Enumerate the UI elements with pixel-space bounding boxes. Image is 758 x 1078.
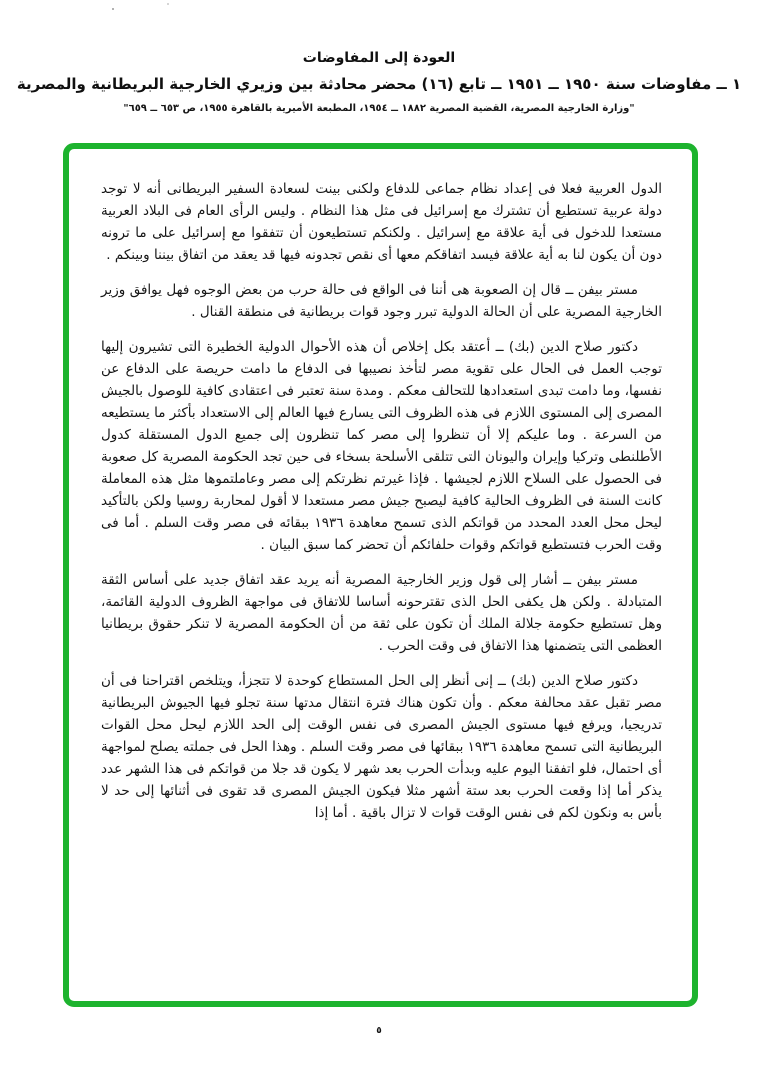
scan-artifact [167, 3, 169, 5]
page-number: ٥ [376, 1026, 382, 1036]
document-heading: ١ ــ مفاوضات سنة ١٩٥٠ ــ ١٩٥١ ــ تابع (١٦) محضر محادثة بين وزيري الخارجية البريطانية والمصرية [16, 75, 742, 93]
green-highlight-box [63, 143, 698, 1007]
paragraph-continuation: الدول العربية فعلا فى إعداد نظام جماعى للدفاع ولكنى بينت لسعادة السفير البريطانى أنه لا توجد دولة عربية تستطيع أن تشترك مع إسرائيل فى مثل هذا النظام . وليس الرأى العام فى البلاد العربية مستعدا للدخول فى أية علاقة مع إسرائيل . ولكنكم تستطيعون أن تتفقوا مع إسرائيل على ما ترونه دون أن يكون لنا به أية علاقة فيسد اتفاقكم معها أى نقص تجدونه فيها قد يعقد من اتفاق بيننا وبينكم . [101, 181, 662, 263]
scan-artifact [112, 8, 114, 10]
paragraph-bevin-2: مستر بيفن ــ أشار إلى قول وزير الخارجية المصرية أنه يريد عقد اتفاق جديد على أساس الثقة المتبادلة . ولكن هل يكفى الحل الذى تقترحونه أساسا للاتفاق فى مواجهة الظروف الدولية القائمة، وهل تستطيع حكومة جلالة الملك أن تكون على ثقة من أن الحكومة المصرية لا تنكر حقوق بريطانيا العظمى التى يتضمنها هذا الاتفاق فى وقت الحرب . [101, 572, 662, 654]
paragraph-bevin-1: مستر بيفن ــ قال إن الصعوبة هى أننا فى الواقع فى حالة حرب من بعض الوجوه فهل يوافق وزير الخارجية المصرية على أن الحالة الدولية تبرر وجود قوات بريطانية فى منطقة القنال . [101, 282, 662, 320]
paragraph-salaheldin-1: دكتور صلاح الدين (بك) ــ أعتقد بكل إخلاص أن هذه الأحوال الدولية الخطيرة التى تشيرون إليها توجب العمل فى الحال على تقوية مصر لتأخذ نصيبها فى الدفاع ما دامت حريصة على الدفاع عن نفسها، وما دامت تبدى استعدادها للتحالف معكم . ومدة سنة تعتبر فى اعتقادى كافية للوصول بالجيش المصرى إلى المستوى اللازم فى هذه الظروف التى يسارع فيها العالم إلى الاستعداد بأكثر ما يستطيعه من السرعة . وما عليكم إلا أن تنظروا إلى مصر كما تنظرون إلى جميع الدول المستقلة كدول الأطلنطى وتركيا وإيران واليونان التى تتلقى الأسلحة بسخاء فى حين تجد الحكومة المصرية كل صعوبة فى الحصول على السلاح اللازم لجيشها . فإذا غيرتم نظرتكم إلى مصر وعاملتموها مثل هذه المعاملة كانت السنة فى الظروف الحالية كافية ليصبح جيش مصر مستعدا لا أقول لمحاربة روسيا ولكن بالتأكيد ليحل محل العدد المحدد من قواتكم الذى تسمح معاهدة ١٩٣٦ ببقائه فى مصر وقت السلم . أما فى وقت الحرب فتستطيع قواتكم وقوات حلفائكم أن تحضر كما سبق البيان . [101, 339, 663, 553]
page-title: العودة إلى المفاوضات [302, 50, 456, 66]
document-body [69, 149, 692, 824]
paragraph-salaheldin-2: دكتور صلاح الدين (بك) ــ إنى أنظر إلى الحل المستطاع كوحدة لا تتجزأ، ويتلخص اقتراحنا فى أن مصر تقبل عقد محالفة معكم . وأن تكون هناك فترة انتقال مدتها سنة تجلو فيها الجيوش البريطانية تدريجيا، ويرفع فيها مستوى الجيش المصرى فى نفس الوقت إلى الحد اللازم ليحل محل القوات البريطانية التى تسمح معاهدة ١٩٣٦ ببقائها فى مصر وقت السلم . وهذا الحل فى جملته يصلح لمواجهة أى احتمال، فلو اتفقنا اليوم عليه وبدأت الحرب بعد شهر لا يكون قد جلا من قواتكم فى هذا الشهر عدد يذكر أما إذا وقعت الحرب بعد ستة أشهر مثلا فيكون الجيش المصرى قد تقوى فى أثنائها إلى حد لا بأس به ونكون لكم فى نفس الوقت قوات لا تزال باقية . أما إذا [101, 673, 662, 821]
source-citation: "وزارة الخارجية المصرية، القضية المصرية ١٨٨٢ ــ ١٩٥٤، المطبعة الأميرية بالقاهرة ١٩٥٥، ص ٦٥٣ ــ ٦٥٩" [123, 103, 635, 114]
